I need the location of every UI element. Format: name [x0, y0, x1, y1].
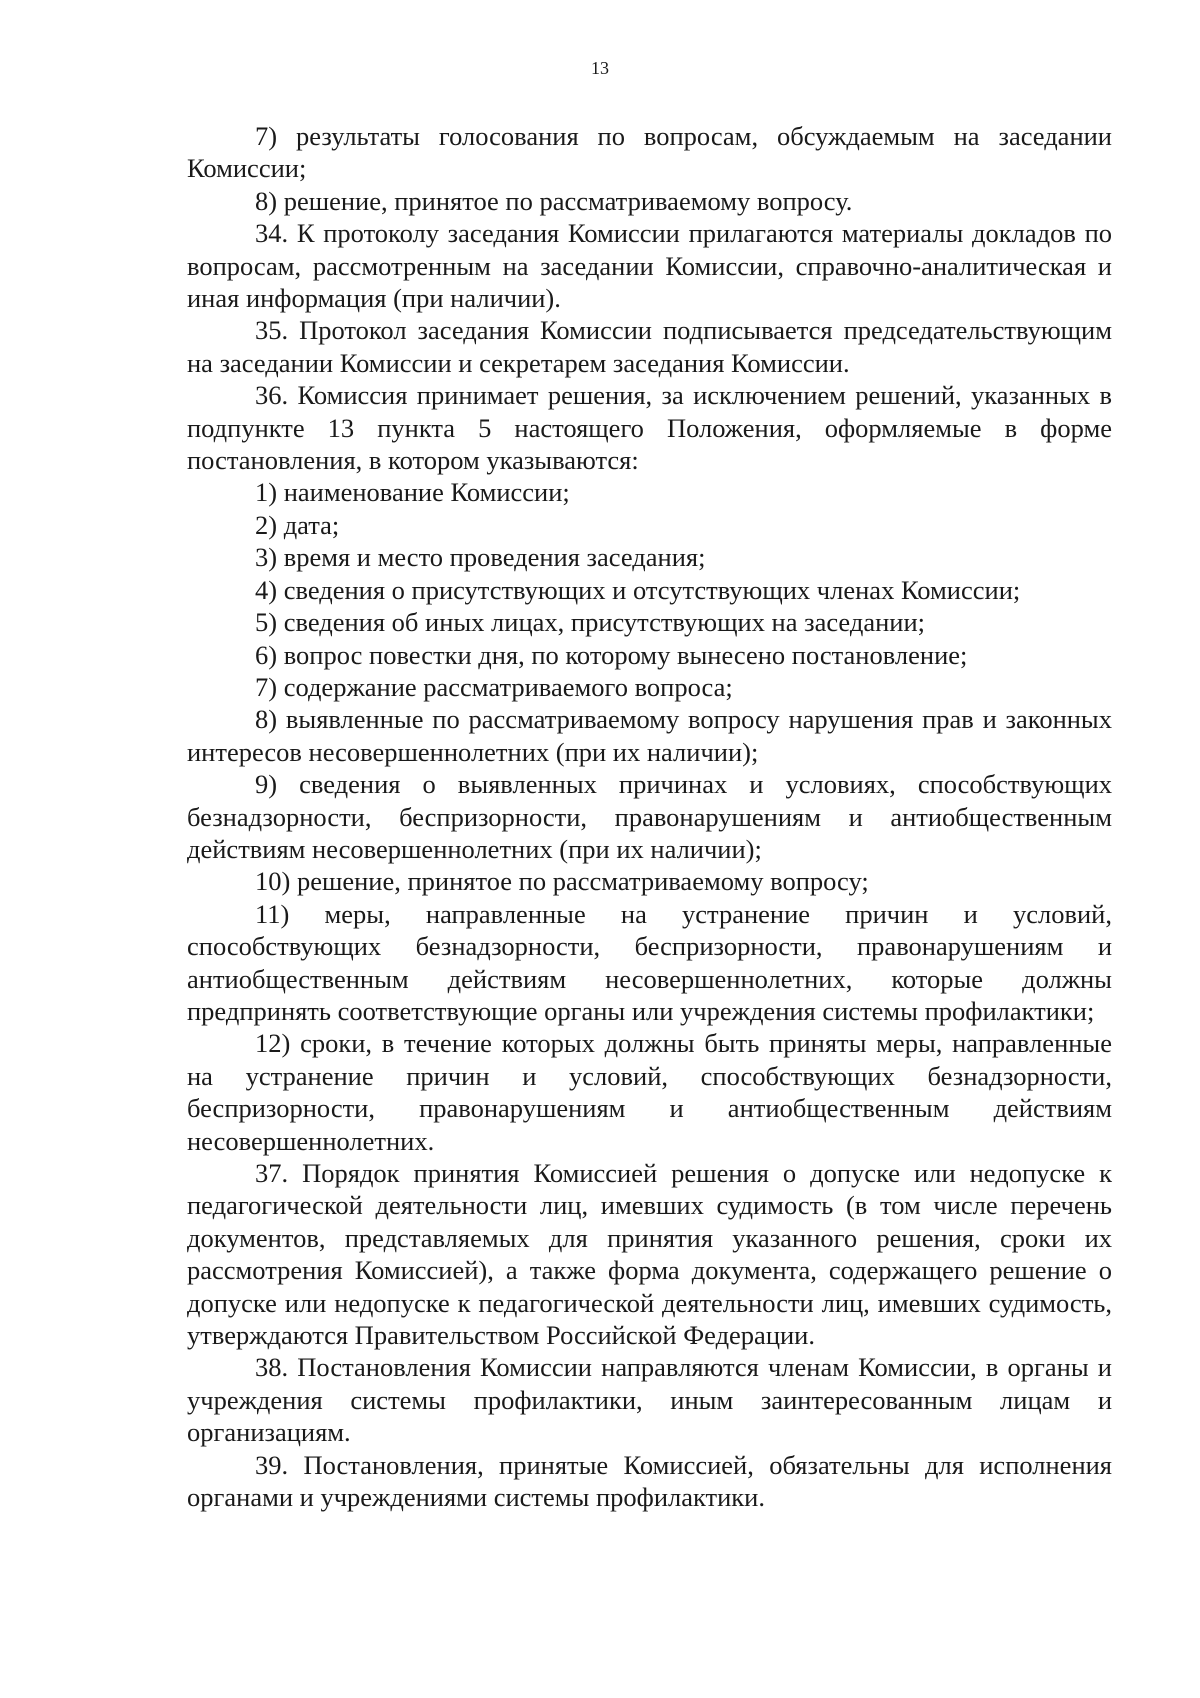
list-item-3: 3) время и место проведения заседания;: [255, 542, 706, 573]
document-body: [187, 120, 1112, 1513]
paragraph-39: 39. Постановления, принятые Комиссией, обязательны для исполнения органами и учреждениями системы профилактики.: [187, 1449, 1112, 1513]
list-item-1: 1) наименование Комиссии;: [255, 477, 570, 508]
page-number: 13: [591, 58, 609, 78]
list-item-4: 4) сведения о присутствующих и отсутствующих членах Комиссии;: [255, 574, 1021, 605]
list-item-7: 7) содержание рассматриваемого вопроса;: [255, 671, 733, 702]
list-item-5: 5) сведения об иных лицах, присутствующих на заседании;: [255, 607, 925, 638]
list-item-9: 9) сведения о выявленных причинах и условиях, способствующих безнадзорности, беспризорности, правонарушениям и антиобщественным действиям несовершеннолетних (при их наличии);: [187, 769, 1112, 864]
list-item-8: 8) выявленные по рассматриваемому вопросу нарушения прав и законных интересов несовершеннолетних (при их наличии);: [187, 704, 1112, 767]
paragraph-34: 34. К протоколу заседания Комиссии прилагаются материалы докладов по вопросам, рассмотренным на заседании Комиссии, справочно-аналитическая и иная информация (при наличии).: [187, 218, 1112, 314]
list-item-12: 12) сроки, в течение которых должны быть приняты меры, направленные на устранение причин и условий, способствующих безнадзорности, беспризорности, правонарушениям и антиобщественным действиям несовершеннолетних.: [187, 1028, 1112, 1156]
paragraph-35: 35. Протокол заседания Комиссии подписывается председательствующим на заседании Комиссии и секретарем заседания Комиссии.: [187, 315, 1112, 378]
list-item-10: 10) решение, принятое по рассматриваемому вопросу;: [255, 866, 869, 897]
list-item-2: 2) дата;: [255, 509, 340, 540]
paragraph-37: 37. Порядок принятия Комиссией решения о допуске или недопуске к педагогической деятельности лиц, имевших судимость (в том числе перечень документов, представляемых для принятия указанного решения, сроки их рассмотрения Комиссией), а также форма документа, содержащего решение о допуске или недопуске к педагогической деятельности лиц, имевших судимость, утверждаются Правительством Российской Федерации.: [187, 1158, 1112, 1351]
paragraph-38: 38. Постановления Комиссии направляются членам Комиссии, в органы и учреждения системы профилактики, иным заинтересованным лицам и организациям.: [187, 1352, 1112, 1448]
paragraph-item-8-decision: 8) решение, принятое по рассматриваемому вопросу.: [255, 185, 853, 216]
paragraph-item-7-voting-results: 7) результаты голосования по вопросам, обсуждаемым на заседании Комиссии;: [187, 121, 1112, 184]
list-item-11: 11) меры, направленные на устранение причин и условий, способствующих безнадзорности, беспризорности, правонарушениям и антиобщественным действиям несовершеннолетних, которые должны предпринять соответствующие органы или учреждения системы профилактики;: [187, 898, 1112, 1026]
list-item-6: 6) вопрос повестки дня, по которому вынесено постановление;: [255, 639, 968, 670]
paragraph-36: 36. Комиссия принимает решения, за исключением решений, указанных в подпункте 13 пункта 5 настоящего Положения, оформляемые в форме постановления, в котором указываются:: [187, 380, 1112, 476]
